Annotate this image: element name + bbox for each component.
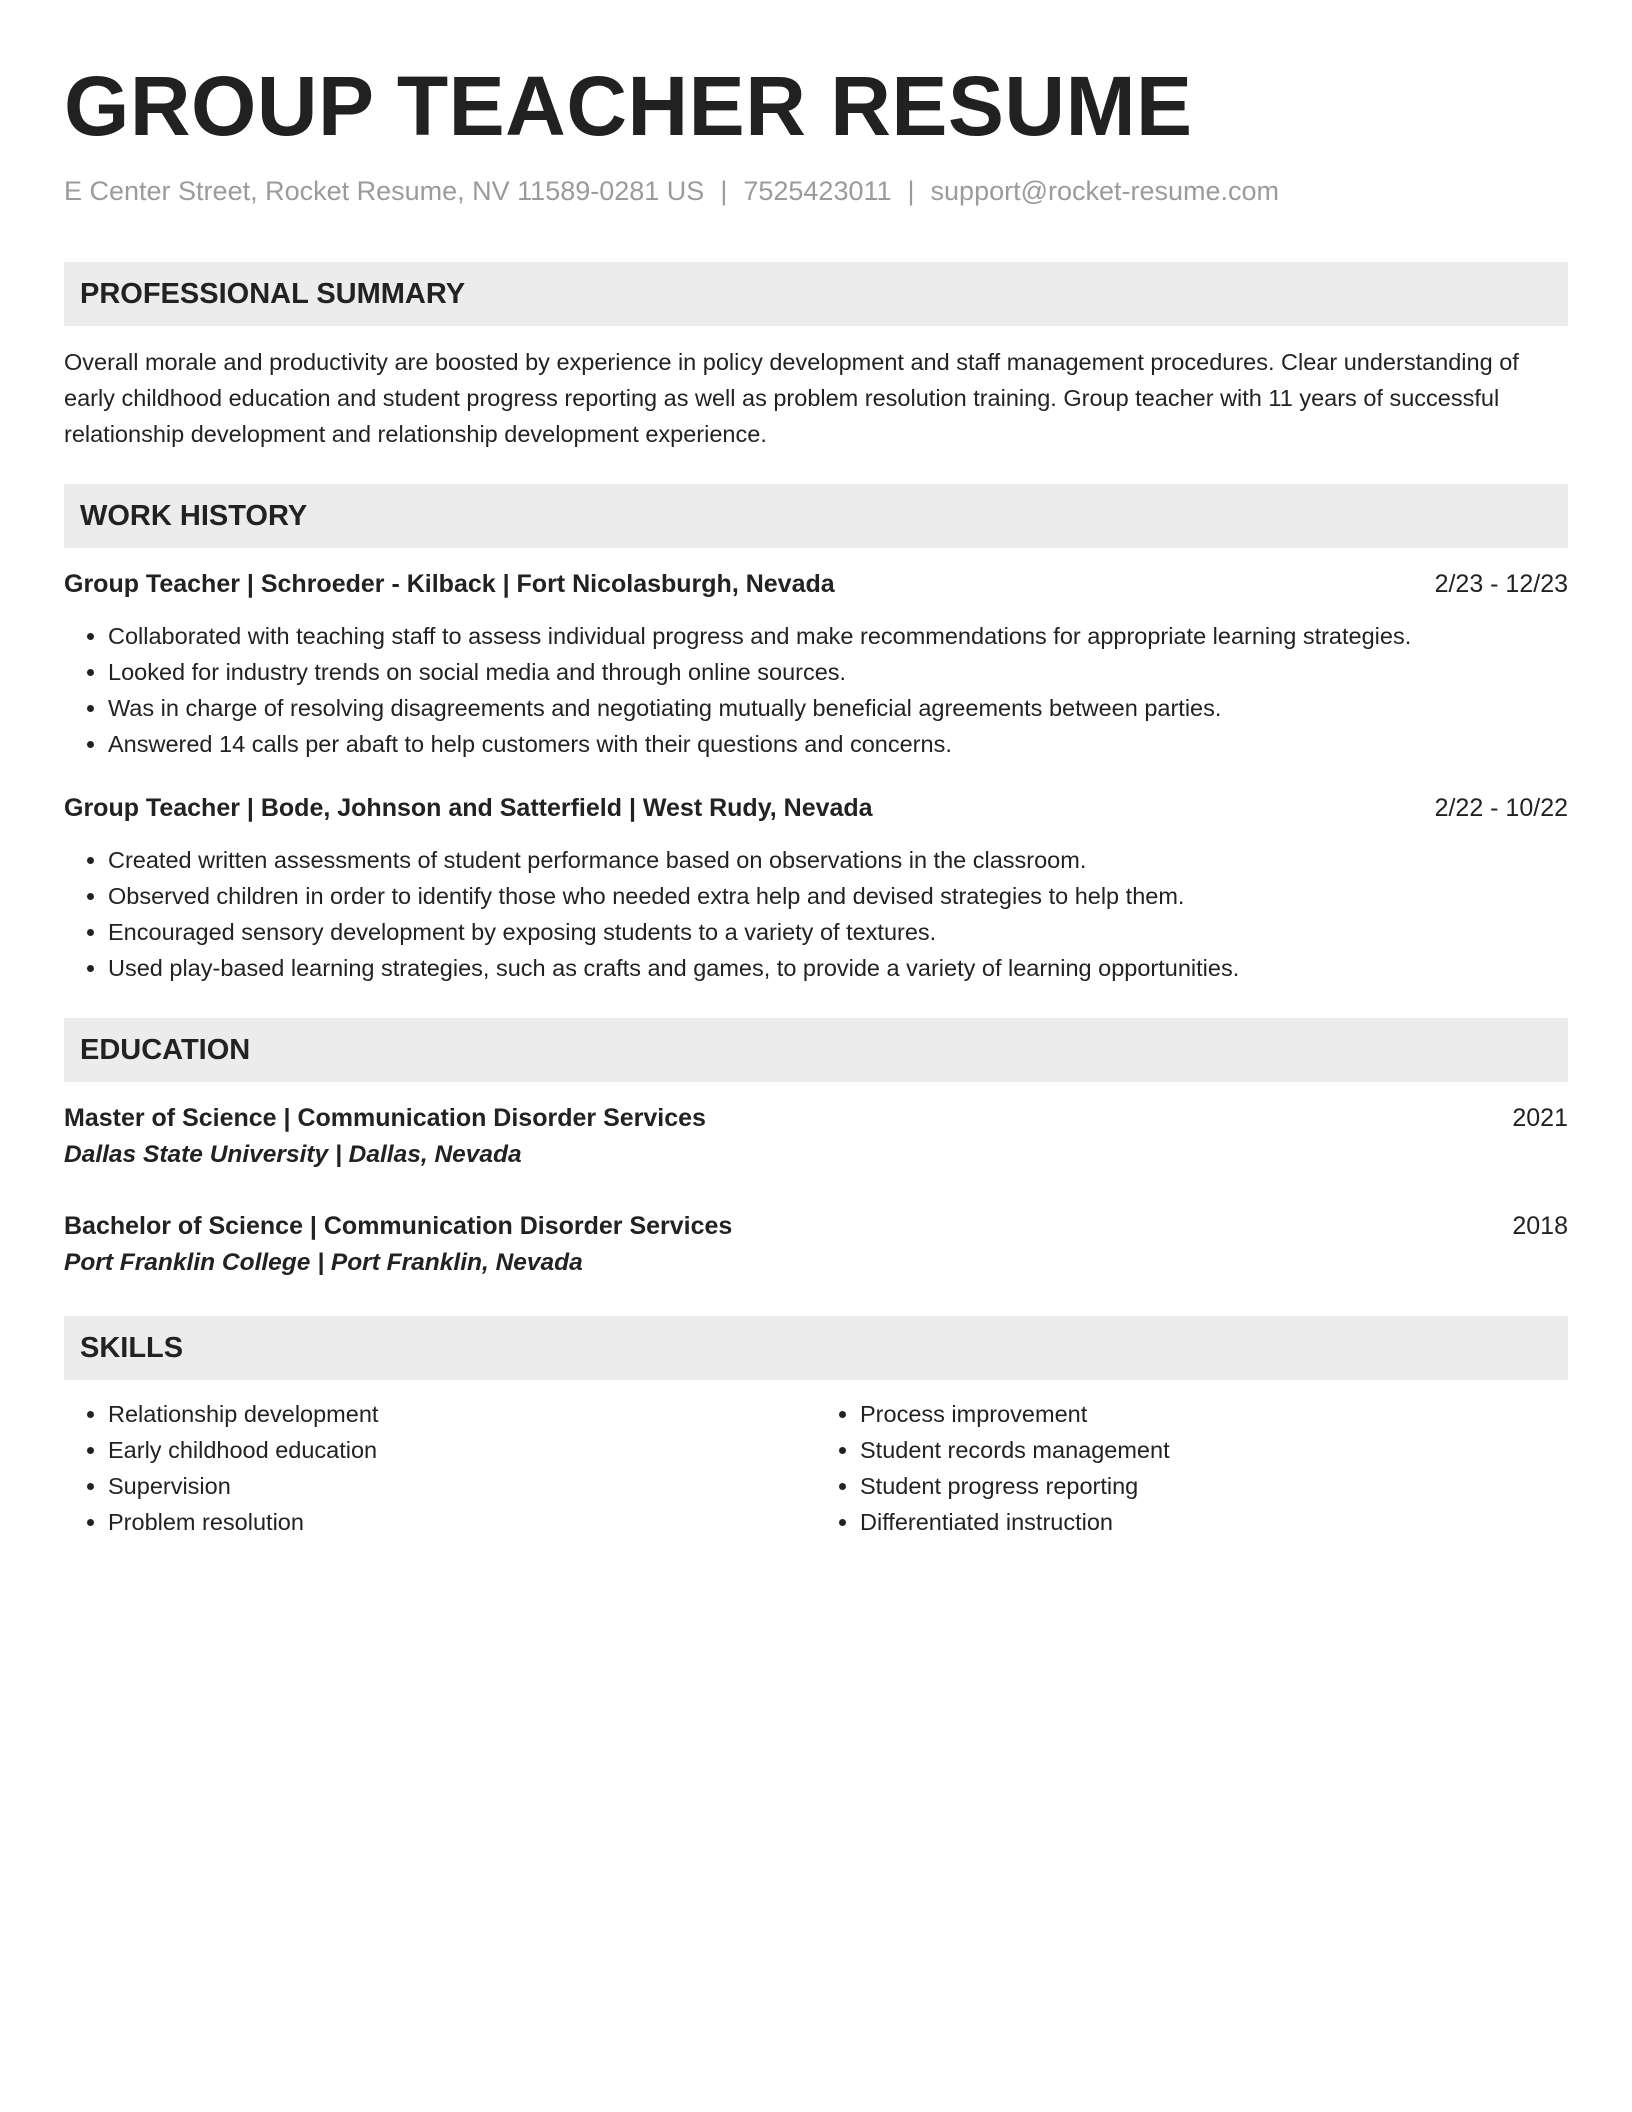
skills-column-left: [64, 1396, 816, 1540]
skills-column-right: [816, 1396, 1568, 1540]
contact-phone: 7525423011: [743, 176, 892, 206]
contact-email: support@rocket-resume.com: [930, 176, 1280, 206]
job-header: [64, 790, 1568, 826]
job-bullet: • Used play-based learning strategies, such as crafts and games, to provide a variety of learning opportunities.: [108, 950, 1568, 986]
contact-line: [64, 174, 1568, 208]
skill-item: • Student records management: [860, 1432, 1568, 1468]
skill-item: • Supervision: [108, 1468, 816, 1504]
job-entry: [64, 790, 1568, 986]
skill-item: • Student progress reporting: [860, 1468, 1568, 1504]
education-entry: [64, 1100, 1568, 1174]
job-bullet: • Collaborated with teaching staff to assess individual progress and make recommendations for appropriate learning strategies.: [108, 618, 1568, 654]
education-entry: [64, 1208, 1568, 1282]
job-bullet: • Looked for industry trends on social media and through online sources.: [108, 654, 1568, 690]
job-title-line: Group Teacher | Bode, Johnson and Satterfield | West Rudy, Nevada: [64, 794, 873, 822]
section-header-education: EDUCATION: [64, 1018, 1568, 1082]
job-bullet: • Encouraged sensory development by exposing students to a variety of textures.: [108, 914, 1568, 950]
degree-line: Master of Science | Communication Disorder Services: [64, 1104, 706, 1132]
skill-item: • Problem resolution: [108, 1504, 816, 1540]
skill-item: • Early childhood education: [108, 1432, 816, 1468]
job-dates: 2/23 - 12/23: [1434, 570, 1568, 598]
skills-list: [816, 1396, 1568, 1540]
summary-text: Overall morale and productivity are boosted by experience in policy development and staff management procedures. Clear understanding of early childhood education and student progress reporting as well as problem resolution training. Group teacher with 11 years of successful relationship development and relationship development experience.: [64, 349, 1519, 447]
job-dates: 2/22 - 10/22: [1434, 794, 1568, 822]
school-line: Dallas State University | Dallas, Nevada: [64, 1141, 522, 1168]
job-title-line: Group Teacher | Schroeder - Kilback | Fort Nicolasburgh, Nevada: [64, 570, 835, 598]
skill-item: • Process improvement: [860, 1396, 1568, 1432]
contact-address: E Center Street, Rocket Resume, NV 11589-0281 US: [64, 176, 705, 206]
school-line: Port Franklin College | Port Franklin, Nevada: [64, 1249, 583, 1276]
skills-list: [64, 1396, 816, 1540]
job-bullets: [64, 842, 1568, 986]
education-header: [64, 1208, 1568, 1244]
resume-title: GROUP TEACHER RESUME: [64, 59, 1193, 153]
job-bullet: • Answered 14 calls per abaft to help customers with their questions and concerns.: [108, 726, 1568, 762]
education-header: [64, 1100, 1568, 1136]
section-header-summary: PROFESSIONAL SUMMARY: [64, 262, 1568, 326]
skill-item: • Differentiated instruction: [860, 1504, 1568, 1540]
graduation-year: 2021: [1512, 1104, 1568, 1132]
job-bullet: • Was in charge of resolving disagreements and negotiating mutually beneficial agreements between parties.: [108, 690, 1568, 726]
job-entry: [64, 566, 1568, 762]
job-bullets: [64, 618, 1568, 762]
job-bullet: • Created written assessments of student performance based on observations in the classroom.: [108, 842, 1568, 878]
skill-item: • Relationship development: [108, 1396, 816, 1432]
contact-separator: |: [907, 176, 915, 206]
contact-separator: |: [720, 176, 728, 206]
job-bullet: • Observed children in order to identify those who needed extra help and devised strategies to help them.: [108, 878, 1568, 914]
degree-line: Bachelor of Science | Communication Disorder Services: [64, 1212, 733, 1240]
job-header: [64, 566, 1568, 602]
skills-grid: [64, 1396, 1568, 1540]
graduation-year: 2018: [1512, 1212, 1568, 1240]
section-header-skills: SKILLS: [64, 1316, 1568, 1380]
section-header-work-history: WORK HISTORY: [64, 484, 1568, 548]
